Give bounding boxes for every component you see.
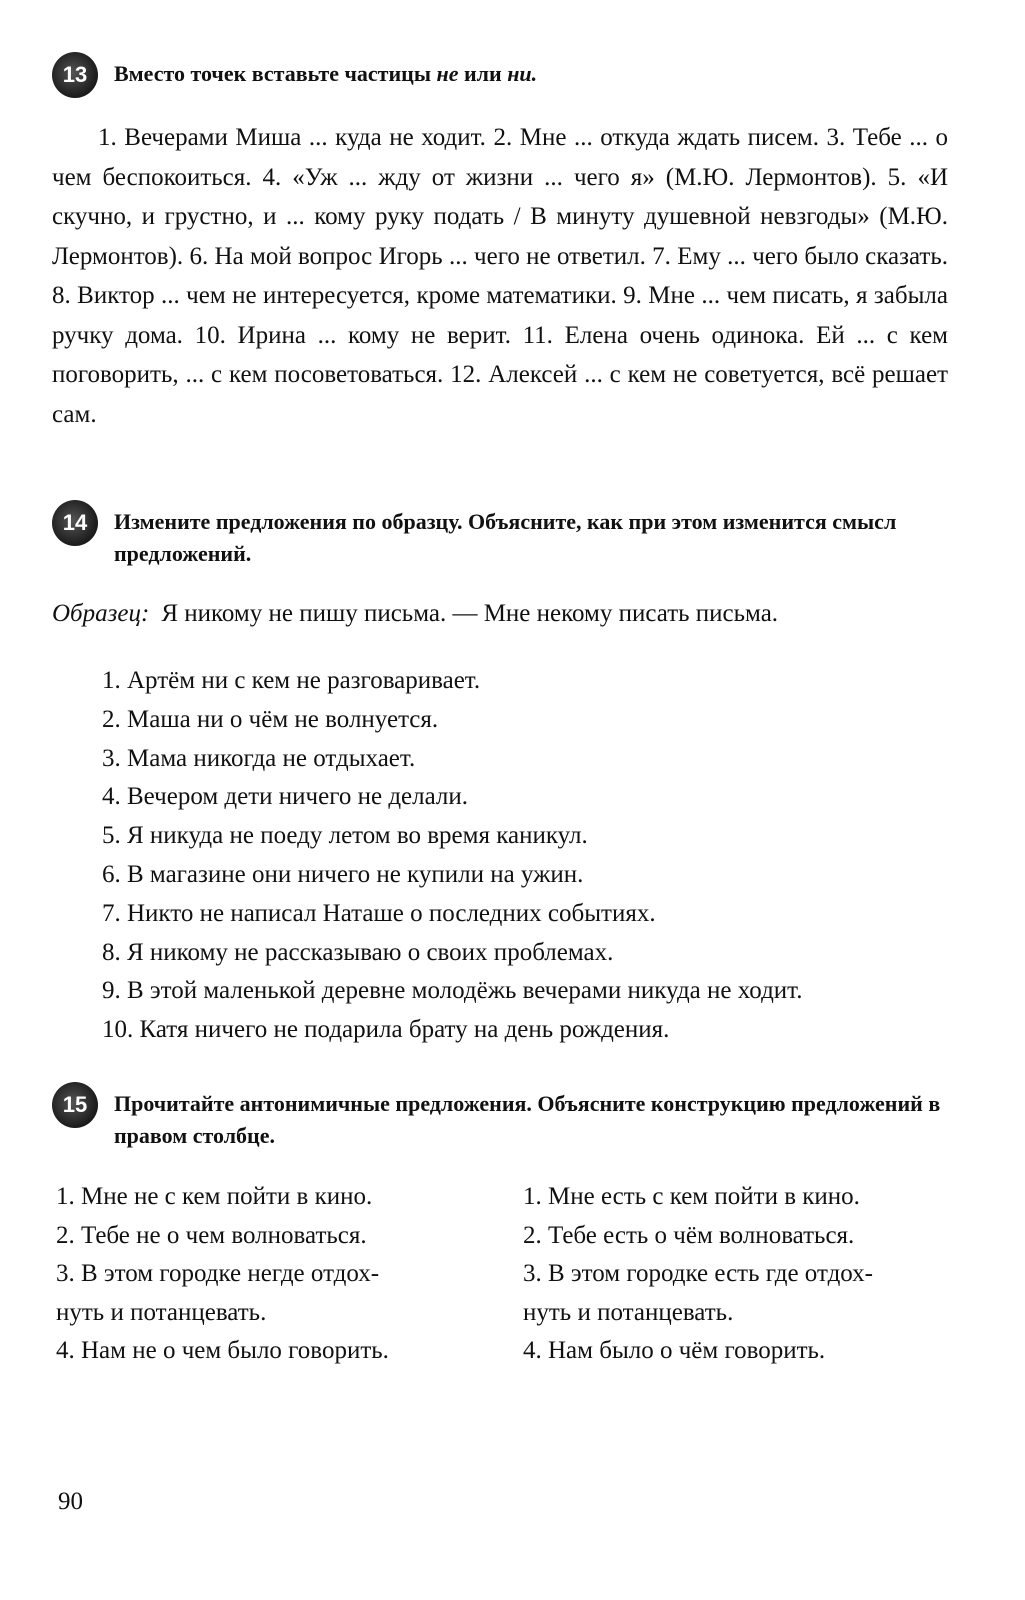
right-column [523, 1178, 963, 1371]
left-column-line: 3. В этом городке негде отдох- [56, 1260, 380, 1288]
right-column-line: 4. Нам было о чём говорить. [523, 1337, 826, 1365]
list-item: 4. Вечером дети ничего не делали. [102, 783, 469, 811]
left-column [56, 1178, 466, 1371]
right-column-line: 2. Тебе есть о чём волноваться. [523, 1221, 855, 1249]
title-connector: или [458, 61, 508, 86]
exercise-title: Измените предложения по образцу. Объясните, как при этом изменится смысл предложений. [114, 509, 897, 566]
left-column-line: нуть и потанцевать. [56, 1298, 267, 1326]
list-item: 10. Катя ничего не подарила брату на день рождения. [102, 1016, 670, 1044]
exercise-14-list [102, 662, 802, 1050]
list-item: 6. В магазине они ничего не купили на ужин. [102, 860, 584, 888]
right-column-line: 3. В этом городке есть где отдох- [523, 1260, 873, 1288]
exercise-13-header [52, 58, 950, 98]
page-number: 90 [58, 1488, 83, 1515]
left-column-line: 4. Нам не о чем было говорить. [56, 1337, 389, 1365]
example-line [52, 596, 948, 632]
exercise-number-badge: 15 [52, 1082, 98, 1128]
right-column-line: нуть и потанцевать. [523, 1298, 734, 1326]
list-item: 8. Я никому не рассказываю о своих проблемах. [102, 938, 614, 966]
exercise-title: Прочитайте антонимичные предложения. Объясните конструкцию предложений в правом столбце. [114, 1091, 941, 1148]
list-item: 5. Я никуда не поеду летом во время каникул. [102, 822, 588, 850]
particle-ni: ни. [507, 61, 538, 86]
example-text: Я никому не пишу письма. — Мне некому писать письма. [161, 600, 779, 627]
exercise-14-header [52, 506, 950, 570]
exercise-number-badge: 13 [52, 52, 98, 98]
example-label: Образец: [52, 600, 150, 627]
list-item: 7. Никто не написал Наташе о последних событиях. [102, 899, 656, 927]
right-column-line: 1. Мне есть с кем пойти в кино. [523, 1183, 860, 1210]
list-item: 2. Маша ни о чём не волнуется. [102, 705, 439, 733]
list-item: 1. Артём ни с кем не разговаривает. [102, 667, 481, 694]
list-item: 9. В этой маленькой деревне молодёжь вечерами никуда не ходит. [102, 977, 803, 1005]
exercise-15-header [52, 1088, 950, 1152]
exercise-13-text: 1. Вечерами Миша ... куда не ходит. 2. Мне ... откуда ждать писем. 3. Тебе ... о чем беспокоиться. 4. «Уж ... жду от жизни ... чего я» (М.Ю. Лермонтов). 5. «И скучно, и грустно, и ... кому руку подать / В минуту душевной невзгоды» (М.Ю. Лермонтов). 6. На мой вопрос Игорь ... чего не ответил. 7. Ему ... чего было сказать. 8. Виктор ... чем не интересуется, кроме математики. 9. Мне ... чем писать, я забыла ручку дома. 10. Ирина ... кому не верит. 11. Елена очень одинока. Ей ... с кем поговорить, ... с кем посоветоваться. 12. Алексей ... с кем не советуется, всё решает сам. [52, 124, 948, 428]
exercise-number-badge: 14 [52, 500, 98, 546]
particle-ne: не [436, 61, 459, 86]
left-column-line: 2. Тебе не о чем волноваться. [56, 1221, 367, 1249]
left-column-line: 1. Мне не с кем пойти в кино. [56, 1183, 373, 1210]
exercise-title [114, 58, 950, 90]
list-item: 3. Мама никогда не отдыхает. [102, 744, 416, 772]
exercise-title-text: Вместо точек вставьте частицы [114, 61, 437, 86]
